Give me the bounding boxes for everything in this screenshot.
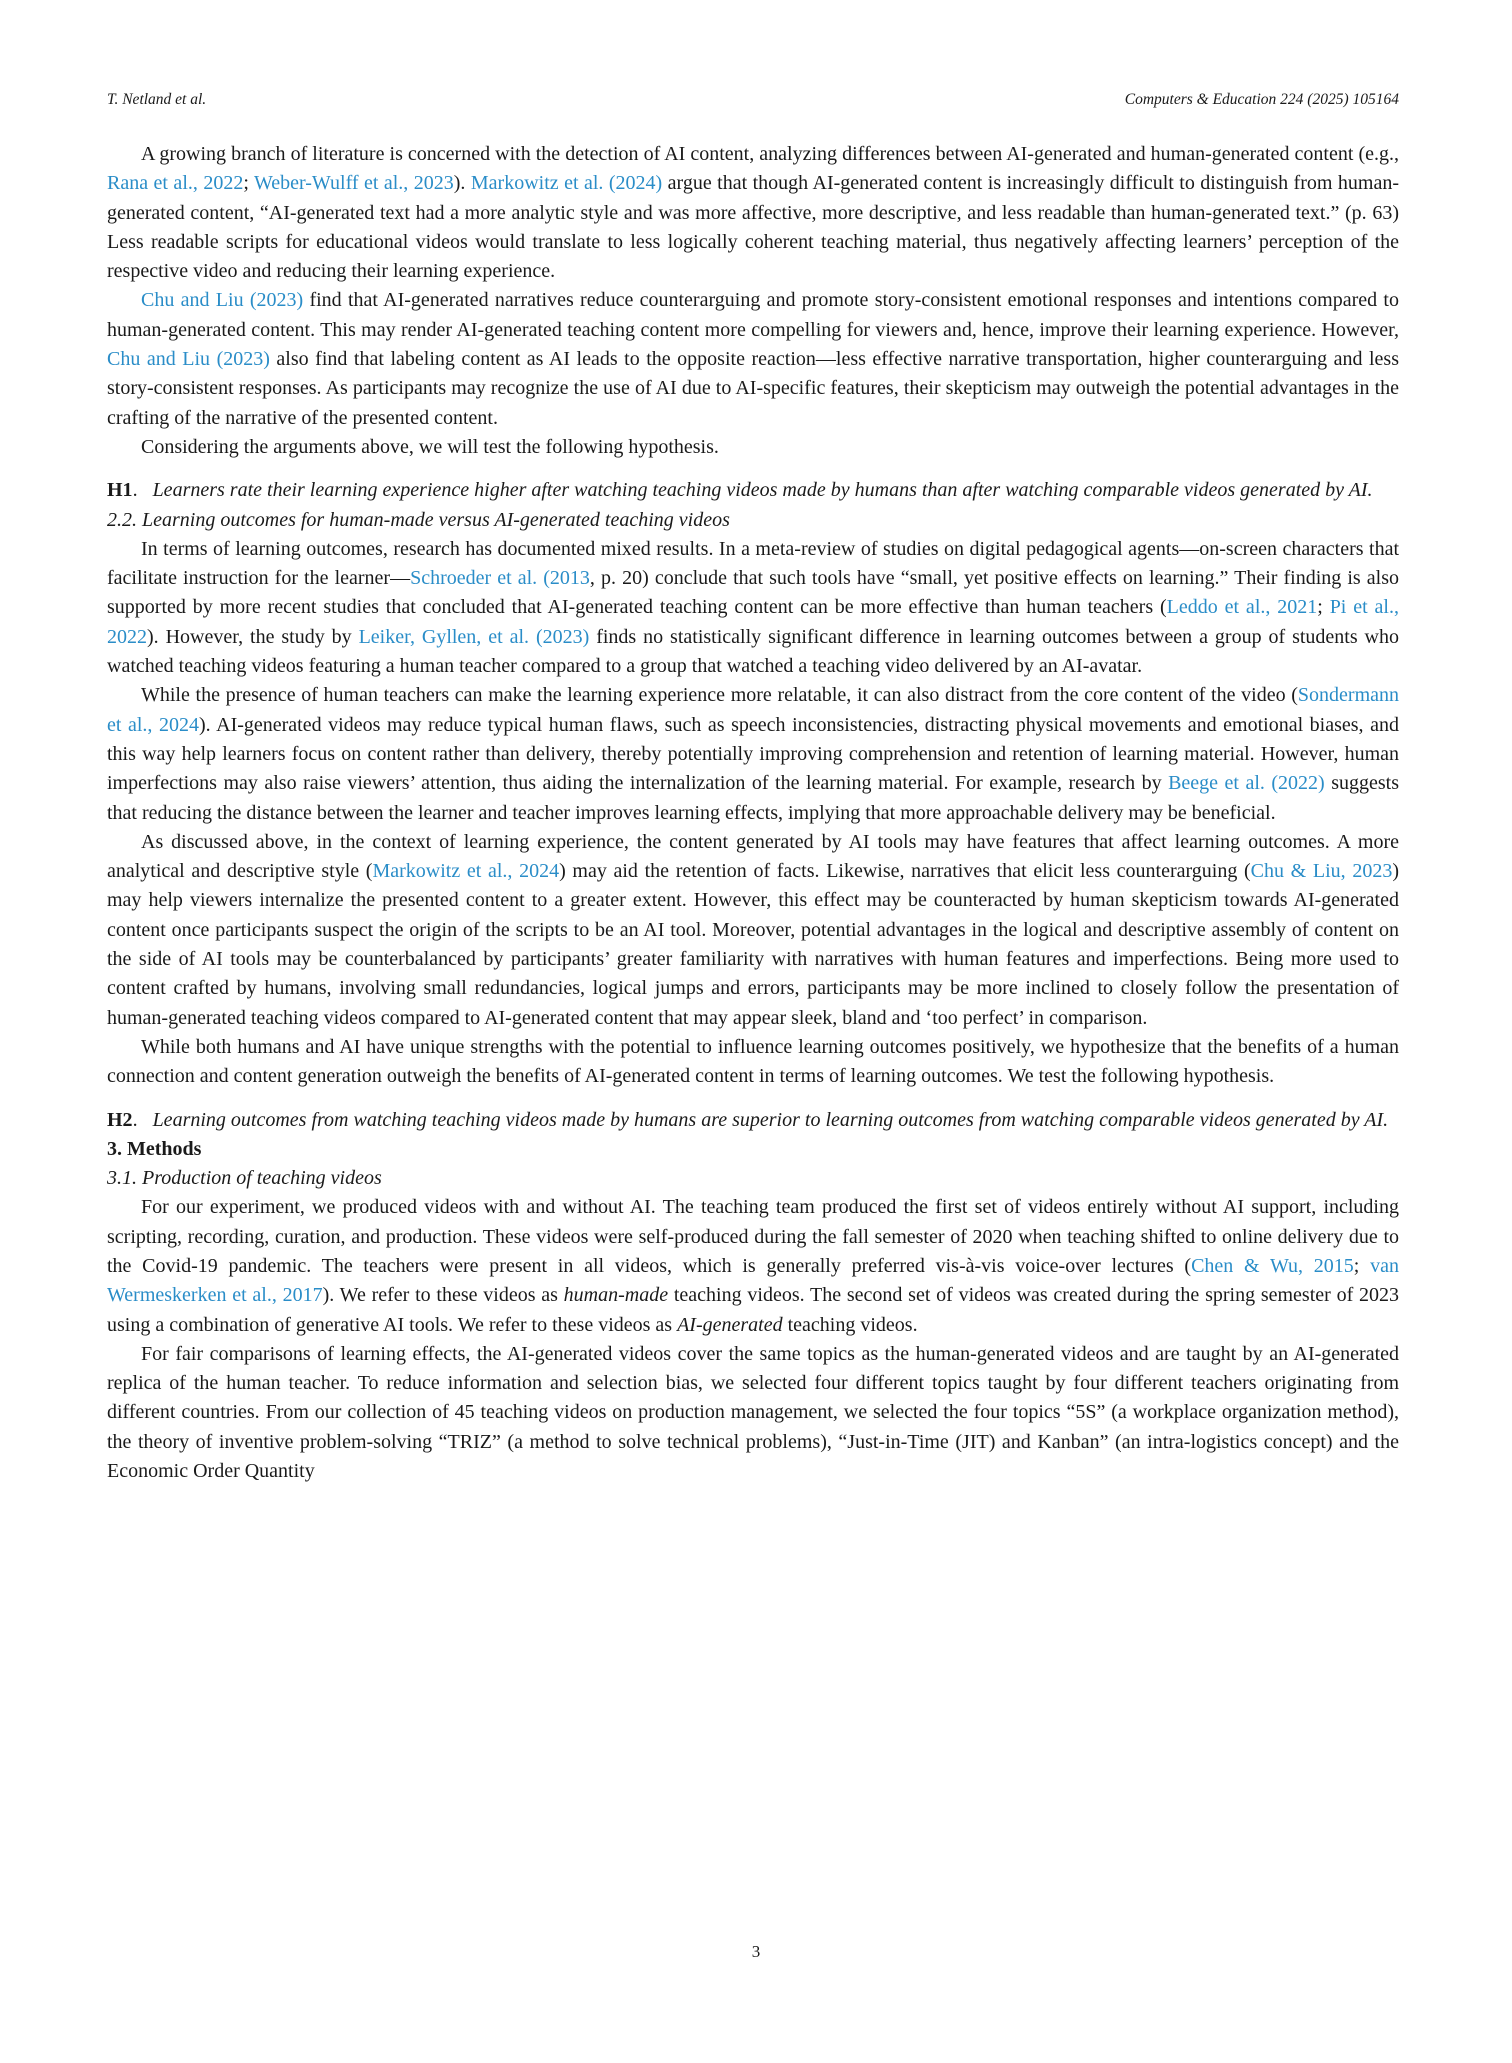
paragraph	[107, 1193, 1399, 1339]
text-run: teaching videos.	[782, 1313, 918, 1336]
italic-term: AI-generated	[677, 1313, 783, 1336]
running-header	[107, 91, 1399, 113]
citation-link[interactable]: van Wermeskerken et al., 2017	[107, 1254, 1399, 1307]
text-run: ). AI-generated videos may reduce typical human flaws, such as speech inconsistencies, distracting physical movements and emotional biases, and this way help learners focus on content rather than delivery, thereby potentially improving comprehension and retention of learning material. However, human imperfections may also raise viewers’ attention, thus aiding the internalization of the learning material. For example, research by	[107, 713, 1399, 795]
text-run: ). We refer to these videos as	[322, 1284, 564, 1307]
text-run: argue that though AI-generated content is increasingly difficult to distinguish from human-generated content, “AI-generated text had a more analytic style and was more affective, more descriptive, and less readable than human-generated text.” (p. 63) Less readable scripts for educational videos would translate to less logically coherent teaching material, thus negatively affecting learners’ perception of the respective video and reducing their learning experience.	[107, 172, 1399, 283]
citation-link[interactable]: Pi et al., 2022	[107, 596, 1399, 648]
hypothesis-h2: H2. Learning outcomes from watching teaching videos made by humans are superior to learning outcomes from watching comparable videos generated by AI.	[107, 1108, 1389, 1131]
citation-link[interactable]: Rana et al., 2022	[107, 172, 244, 195]
citation-link[interactable]: Chu and Liu (2023)	[107, 348, 270, 371]
text-run: While the presence of human teachers can make the learning experience more relatable, it can also distract from the core content of the video (	[141, 684, 1298, 707]
text-run: ). However, the study by	[147, 625, 359, 648]
paragraph	[107, 433, 1399, 462]
text-run: For our experiment, we produced videos with and without AI. The teaching team produced the first set of videos entirely without AI support, including scripting, recording, curation, and production. These videos were self-produced during the fall semester of 2020 when teaching shifted to online delivery due to the Covid-19 pandemic. The teachers were present in all videos, which is generally preferred vis-à-vis voice-over lectures (	[107, 1196, 1399, 1277]
subsection-heading-3-1: 3.1. Production of teaching videos	[107, 1167, 382, 1190]
page-number: 3	[751, 1942, 761, 1961]
citation-link[interactable]: Markowitz et al. (2024)	[470, 172, 663, 195]
paragraph	[107, 681, 1399, 827]
text-run: ).	[453, 172, 471, 195]
hypothesis-text: Learners rate their learning experience higher after watching teaching videos made by humans than after watching comparable videos generated by AI.	[152, 479, 1373, 502]
text-run: In terms of learning outcomes, research has documented mixed results. In a meta-review of studies on digital pedagogical agents—on-screen characters that facilitate instruction for the learner—	[107, 537, 1399, 590]
subsection-heading-2-2: 2.2. Learning outcomes for human-made versus AI-generated teaching videos	[107, 508, 730, 531]
hypothesis-label: H1	[107, 479, 133, 502]
text-run: A growing branch of literature is concerned with the detection of AI content, analyzing differences between AI-generated and human-generated content (e.g.,	[141, 143, 1399, 165]
text-run: ;	[1317, 596, 1330, 619]
citation-link[interactable]: Chu and Liu (2023)	[141, 289, 304, 312]
text-run: For fair comparisons of learning effects, the AI-generated videos cover the same topics as the human-generated videos and are taught by an AI-generated replica of the human teacher. To reduce information and selection bias, we selected four different topics taught by four different teachers originating from different countries. From our collection of 45 teaching videos on production management, we selected the four topics “5S” (a workplace organization method), the theory of inventive problem-solving “TRIZ” (a method to solve technical problems), “Just-in-Time (JIT) and Kanban” (an intra-logistics concept) and the Economic Order Quantity	[107, 1342, 1399, 1483]
text-run: ) may aid the retention of facts. Likewise, narratives that elicit less counterarguing (	[559, 860, 1251, 883]
citation-link[interactable]: Chu & Liu, 2023	[1250, 860, 1393, 883]
text-run: find that AI-generated narratives reduce counterarguing and promote story-consistent emotional responses and intentions compared to human-generated content. This may render AI-generated teaching content more compelling for viewers and, hence, improve their learning experience. However,	[107, 289, 1399, 341]
citation-link[interactable]: Leddo et al., 2021	[1166, 596, 1318, 619]
paragraph	[107, 535, 1399, 681]
hypothesis-h1: H1. Learners rate their learning experience higher after watching teaching videos made by humans than after watching comparable videos generated by AI.	[107, 479, 1373, 502]
running-head-journal: Computers & Education 224 (2025) 105164	[1124, 91, 1399, 108]
section-heading-3: 3. Methods	[107, 1137, 202, 1160]
text-run: also find that labeling content as AI leads to the opposite reaction—less effective narrative transportation, higher counterarguing and less story-consistent responses. As participants may recognize the use of AI due to AI-specific features, their skepticism may outweigh the potential advantages in the crafting of the narrative of the presented content.	[107, 348, 1399, 429]
citation-link[interactable]: Chen & Wu, 2015	[1191, 1254, 1354, 1277]
citation-link[interactable]: Schroeder et al. (2013	[410, 567, 590, 590]
citation-link[interactable]: Beege et al. (2022)	[1168, 772, 1325, 795]
text-run: finds no statistically significant difference in learning outcomes between a group of students who watched teaching videos featuring a human teacher compared to a group that watched a teaching video delivered by an AI-avatar.	[107, 625, 1399, 678]
text-run: ) may help viewers internalize the presented content to a greater extent. However, this effect may be counteracted by human skepticism towards AI-generated content once participants suspect the origin of the scripts to be an AI tool. Moreover, potential advantages in the logical and descriptive assembly of content on the side of AI tools may be counterbalanced by participants’ greater familiarity with narratives with human features and imperfections. Being more used to content crafted by humans, involving small redundancies, logical jumps and errors, participants may be more inclined to closely follow the presentation of human-generated teaching videos compared to AI-generated content that may appear sleek, bland and ‘too perfect’ in comparison.	[107, 860, 1400, 1029]
text-run: suggests that reducing the distance between the learner and teacher improves learning effects, implying that more approachable delivery may be beneficial.	[107, 772, 1399, 824]
text-run: teaching videos. The second set of videos was created during the spring semester of 2023 using a combination of generative AI tools. We refer to these videos as	[107, 1284, 1399, 1336]
text-run: ;	[243, 172, 254, 195]
paragraph	[107, 286, 1399, 432]
text-run: ;	[1353, 1254, 1371, 1277]
text-run: , p. 20) conclude that such tools have “small, yet positive effects on learning.” Their finding is also supported by more recent studies that concluded that AI-generated teaching content can be more effective than human teachers (	[107, 567, 1399, 619]
article-body	[107, 140, 1399, 1486]
running-head-authors: T. Netland et al.	[107, 91, 207, 108]
hypothesis-label: H2	[107, 1108, 133, 1131]
paragraph	[107, 1033, 1399, 1092]
paragraph	[107, 1340, 1399, 1486]
citation-link[interactable]: Leiker, Gyllen, et al. (2023)	[358, 625, 590, 648]
citation-link[interactable]: Markowitz et al., 2024	[372, 860, 560, 883]
italic-term: human-made	[563, 1284, 669, 1307]
citation-link[interactable]: Weber-Wulff et al., 2023	[253, 172, 454, 195]
citation-link[interactable]: Sondermann et al., 2024	[107, 684, 1399, 736]
paragraph	[107, 140, 1399, 286]
text-run: Considering the arguments above, we will test the following hypothesis.	[141, 435, 719, 458]
text-run: As discussed above, in the context of learning experience, the content generated by AI tools may have features that affect learning outcomes. A more analytical and descriptive style (	[107, 830, 1399, 883]
paragraph	[107, 828, 1399, 1033]
text-run: While both humans and AI have unique strengths with the potential to influence learning outcomes positively, we hypothesize that the benefits of a human connection and content generation outweigh the benefits of AI-generated content in terms of learning outcomes. We test the following hypothesis.	[107, 1035, 1399, 1088]
hypothesis-text: Learning outcomes from watching teaching videos made by humans are superior to learning outcomes from watching comparable videos generated by AI.	[152, 1108, 1389, 1131]
